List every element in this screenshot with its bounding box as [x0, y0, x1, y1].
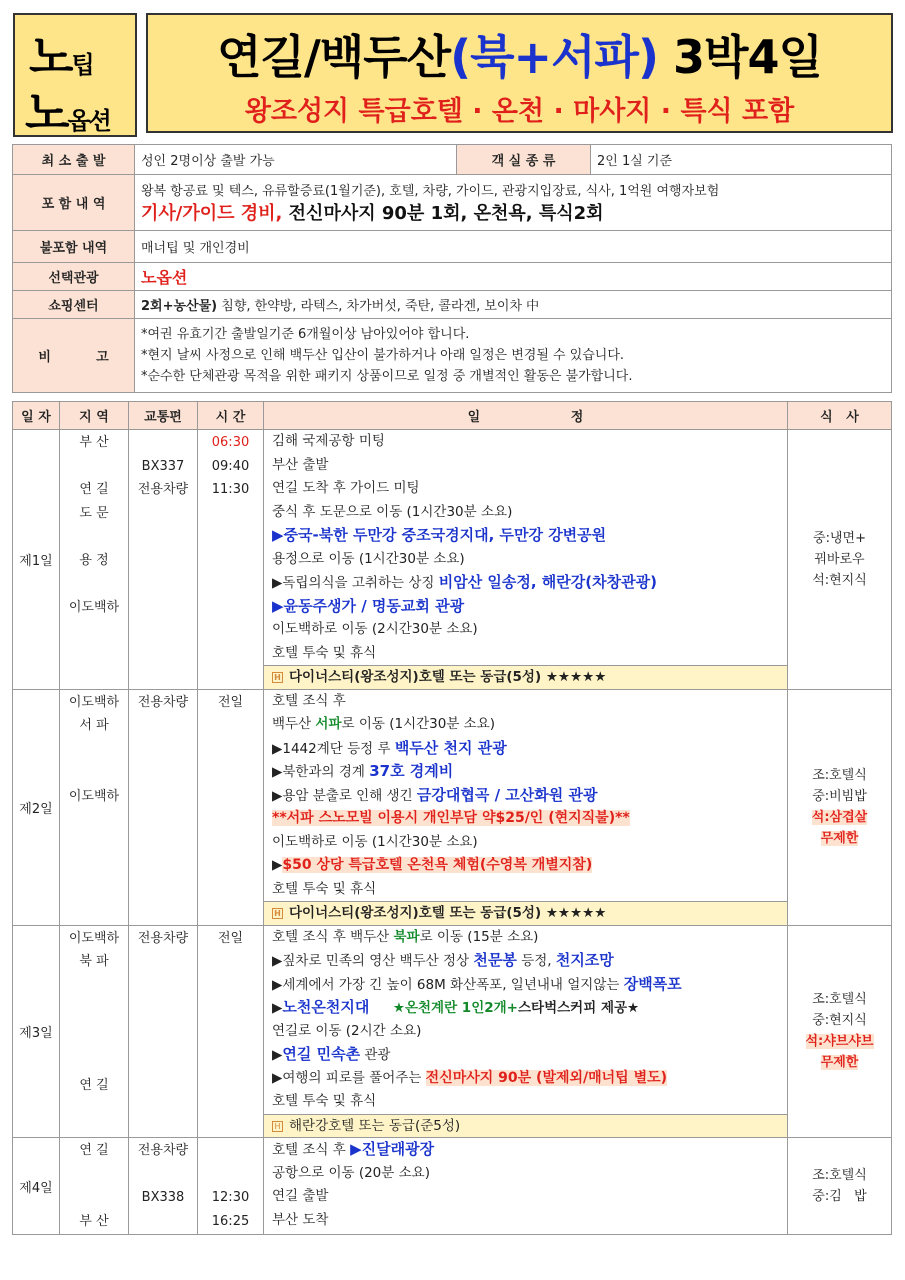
program-line: 부산 도착 [272, 1211, 329, 1228]
day4-row [13, 1138, 892, 1235]
day2-places: 이도백하 서 파 이도백하 [60, 689, 129, 925]
program-line: 부산 출발 [272, 456, 329, 473]
day4-transport: 전용차량 BX338 [129, 1138, 198, 1235]
day3-time: 전일 [198, 925, 264, 1138]
day4-time: 12:30 16:25 [198, 1138, 264, 1235]
program-line: ▶북한과의 경계 37호 경계비 [272, 762, 454, 780]
program-line: 호텔 투숙 및 휴식 [272, 1093, 377, 1109]
day2-label: 제2일 [13, 689, 60, 925]
program-line: 이도백하로 이동 (2시간30분 소요) [272, 621, 478, 637]
logo-line2: 노옵션 [25, 86, 110, 140]
program-line: 김해 국제공항 미팅 [272, 433, 385, 449]
day3-places: 이도백하 북 파 연 길 [60, 925, 129, 1138]
program-line: ▶노천온천지대 ★온천계란 1인2개+스타벅스커피 제공★ [272, 998, 640, 1016]
min-depart-label: 최 소 출 발 [13, 145, 135, 175]
shopping-value: 2회+농산물) 침향, 한약방, 라텍스, 차가버섯, 죽탄, 콜라겐, 보이차 中 [135, 291, 892, 319]
program-line: ▶$50 상당 특급호텔 온천욕 체험(수영복 개별지참) [272, 857, 593, 873]
header [10, 10, 893, 140]
room-type-label: 객 실 종 류 [457, 145, 591, 175]
day2-transport: 전용차량 [129, 689, 198, 925]
day4-meal: 조:호텔식 중:김 밥 [788, 1138, 892, 1235]
remarks-value [135, 319, 892, 393]
program-line: ▶여행의 피로를 풀어주는 전신마사지 90분 (발제외/매너팁 별도) [272, 1069, 668, 1086]
remark-item: *현지 날씨 사정으로 인해 백두산 입산이 불가하거나 아래 일정은 변경될 수 있습니다. [141, 348, 625, 363]
program-line: ▶짚차로 민족의 영산 백두산 정상 천문봉 등정, 천지조망 [272, 951, 614, 969]
schedule-header [13, 402, 892, 430]
program-line: ▶용암 분출로 인해 생긴 금강대협곡 / 고산화원 관광 [272, 785, 598, 804]
day1-transport: BX337 전용차량 [129, 430, 198, 690]
included-value [135, 175, 892, 231]
hotel-icon: H [272, 908, 283, 919]
program-line: 호텔 조식 후 백두산 북파로 이동 (15분 소요) [272, 928, 539, 945]
program-line: ▶윤동주생가 / 명동교회 관광 [272, 596, 465, 615]
remark-item: *여권 유효기간 출발일기준 6개월이상 남아있어야 합니다. [141, 327, 470, 342]
col-time: 시 간 [198, 402, 264, 430]
day1-row [13, 430, 892, 690]
shopping-label: 쇼핑센터 [13, 291, 135, 319]
excluded-value: 매너팁 및 개인경비 [135, 231, 892, 263]
program-line: **서파 스노모빌 이용시 개인부담 약$25/인 (현지직불)** [272, 810, 630, 826]
page-title: 연길/백두산(북+서파) 3박4일 [217, 30, 822, 84]
day4-places: 연 길 부 산 [60, 1138, 129, 1235]
min-depart-value: 성인 2명이상 출발 가능 [135, 145, 457, 175]
included-line2: 기사/가이드 경비, 전신마사지 90분 1회, 온천욕, 특식2회 [141, 203, 604, 224]
program-line: 호텔 투숙 및 휴식 [272, 880, 377, 897]
option-value: 노옵션 [135, 263, 892, 291]
day1-program [264, 430, 788, 690]
option-label: 선택관광 [13, 263, 135, 291]
schedule-table [12, 401, 892, 1235]
col-place: 지 역 [60, 402, 129, 430]
day2-meal: 조:호텔식 중:비빔밥 석:삼겹살 무제한 [788, 689, 892, 925]
remarks-label: 비 고 [13, 319, 135, 393]
program-line: ▶중국-북한 두만강 중조국경지대, 두만강 강변공원 [272, 526, 607, 544]
included-line1: 왕복 항공료 및 텍스, 유류할증료(1월기준), 호텔, 차량, 가이드, 관광지입장료, 식사, 1억원 여행자보험 [141, 184, 720, 199]
day1-label: 제1일 [13, 430, 60, 690]
included-label: 포 함 내 역 [13, 175, 135, 231]
program-line: 중식 후 도문으로 이동 (1시간30분 소요) [272, 503, 513, 520]
excluded-label: 불포함 내역 [13, 231, 135, 263]
page-subtitle: 왕조성지 특급호텔 · 온천 · 마사지 · 특식 포함 [244, 96, 795, 127]
program-line: ▶세계에서 가장 긴 높이 68M 화산폭포, 일년내내 얼지않는 장백폭포 [272, 974, 682, 993]
program-line: 연길 도착 후 가이드 미팅 [272, 480, 420, 496]
program-line: 백두산 서파로 이동 (1시간30분 소요) [272, 716, 496, 732]
day3-row [13, 925, 892, 1138]
program-line: ▶연길 민속촌 관광 [272, 1045, 391, 1063]
col-transport: 교통편 [129, 402, 198, 430]
logo [13, 13, 137, 140]
day3-hotel: H 해란강호텔 또는 동급(준5성) [264, 1114, 787, 1138]
program-line: 연길 출발 [272, 1188, 329, 1204]
program-line: 공항으로 이동 (20분 소요) [272, 1164, 430, 1181]
day3-label: 제3일 [13, 925, 60, 1138]
room-type-value: 2인 1실 기준 [591, 145, 892, 175]
col-day: 일 자 [13, 402, 60, 430]
day2-hotel: H 다이너스티(왕조성지)호텔 또는 동급(5성) ★★★★★ [264, 901, 787, 925]
hotel-icon: H [272, 1121, 283, 1132]
day3-transport: 전용차량 [129, 925, 198, 1138]
program-line: 호텔 조식 후 [272, 692, 346, 709]
day1-meal: 중:냉면+ 꿔바로우 석:현지식 [788, 430, 892, 690]
day3-program [264, 925, 788, 1138]
program-line: 용정으로 이동 (1시간30분 소요) [272, 550, 465, 567]
day1-hotel: H 다이너스티(왕조성지)호텔 또는 동급(5성) ★★★★★ [264, 665, 787, 689]
program-line: 호텔 조식 후 ▶진달래광장 [272, 1140, 435, 1158]
day3-meal: 조:호텔식 중:현지식 석:샤브샤브 무제한 [788, 925, 892, 1138]
info-table [12, 144, 892, 393]
day1-time: 06:30 09:40 11:30 [198, 430, 264, 690]
program-line: 연길로 이동 (2시간 소요) [272, 1022, 422, 1039]
col-meal: 식 사 [788, 402, 892, 430]
logo-line1: 노팁 [29, 30, 93, 84]
remark-item: *순수한 단체관광 목적을 위한 패키지 상품이므로 일정 중 개별적인 활동은 불가합니다. [141, 369, 633, 384]
col-program: 일 정 [264, 402, 788, 430]
program-line: ▶독립의식을 고취하는 상징 비암산 일송정, 해란강(차창관광) [272, 573, 657, 591]
day2-program [264, 689, 788, 925]
day1-places: 부 산 연 길 도 문 용 정 이도백하 [60, 430, 129, 690]
hotel-icon: H [272, 672, 283, 683]
day4-program [264, 1138, 788, 1235]
program-line: ▶1442계단 등정 루 백두산 천지 관광 [272, 738, 507, 757]
title-box [146, 13, 893, 133]
program-line: 이도백하로 이동 (1시간30분 소요) [272, 833, 478, 850]
program-line: 호텔 투숙 및 휴식 [272, 644, 377, 661]
day2-row [13, 689, 892, 925]
day4-label: 제4일 [13, 1138, 60, 1235]
day2-time: 전일 [198, 689, 264, 925]
